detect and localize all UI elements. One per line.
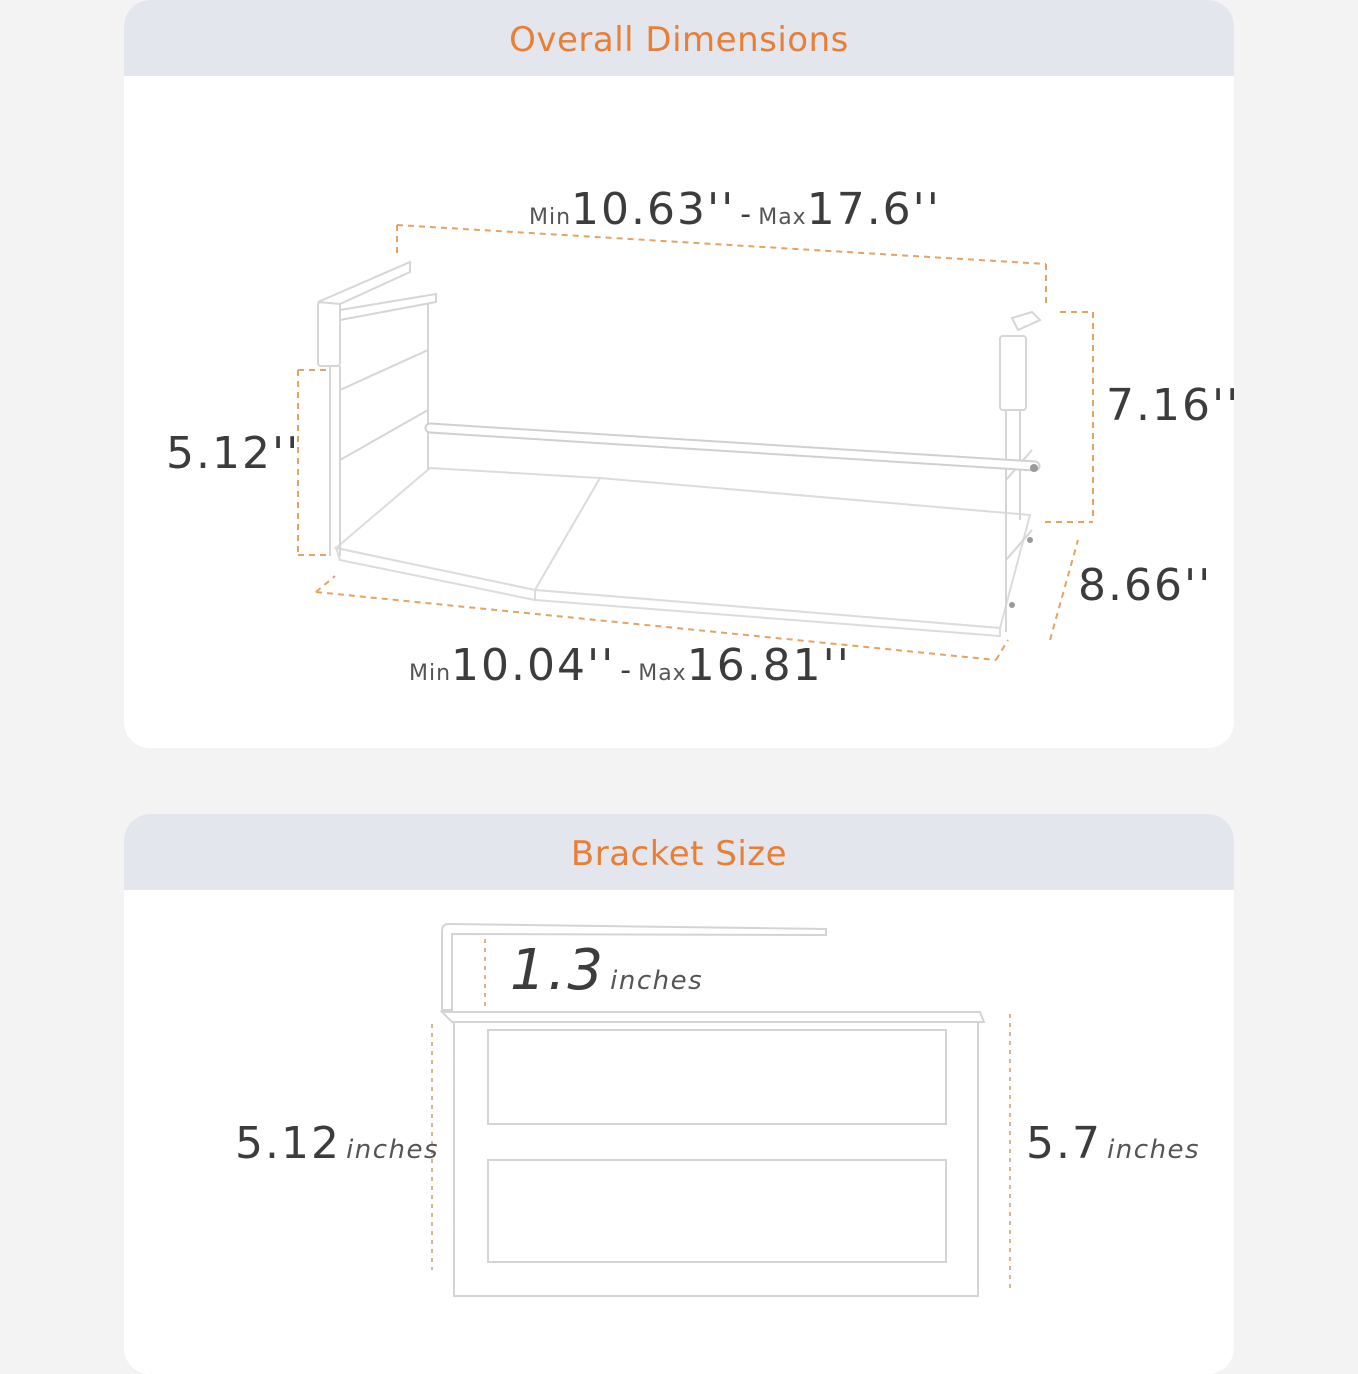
bottom-max-label: Max [638,661,687,686]
shelf-base [336,468,1030,636]
top-max-value: 17.6'' [806,184,941,235]
right-height-label: 7.16'' [1106,380,1241,431]
bracket-gap-value: 1.3 [510,938,606,1003]
bracket-right-label [1026,1118,1200,1169]
bottom-width-label [409,640,851,691]
bottom-dash: - [620,653,634,688]
left-height-label: 5.12'' [166,428,301,479]
bottom-max-value: 16.81'' [686,640,851,691]
bracket-left-value: 5.12 [235,1118,341,1169]
top-min-label: Min [529,205,572,230]
top-max-label: Max [758,205,807,230]
bracket-right-unit: inches [1107,1135,1201,1165]
bracket-left-label [235,1118,439,1169]
depth-label: 8.66'' [1078,560,1213,611]
top-width-label [529,184,941,235]
bracket-frame [454,1022,978,1296]
overall-dimensions-title: Overall Dimensions [509,20,849,60]
bracket-gap-label [510,938,703,1003]
bracket-left-unit: inches [346,1135,440,1165]
top-min-value: 10.63'' [571,184,736,235]
bracket-right-value: 5.7 [1026,1118,1102,1169]
bracket-gap-unit: inches [610,966,704,996]
bracket-size-title: Bracket Size [570,834,788,874]
bottom-min-label: Min [409,661,452,686]
top-dash: - [740,197,754,232]
bracket-top-plate [442,1012,984,1022]
bottom-min-value: 10.04'' [451,640,616,691]
